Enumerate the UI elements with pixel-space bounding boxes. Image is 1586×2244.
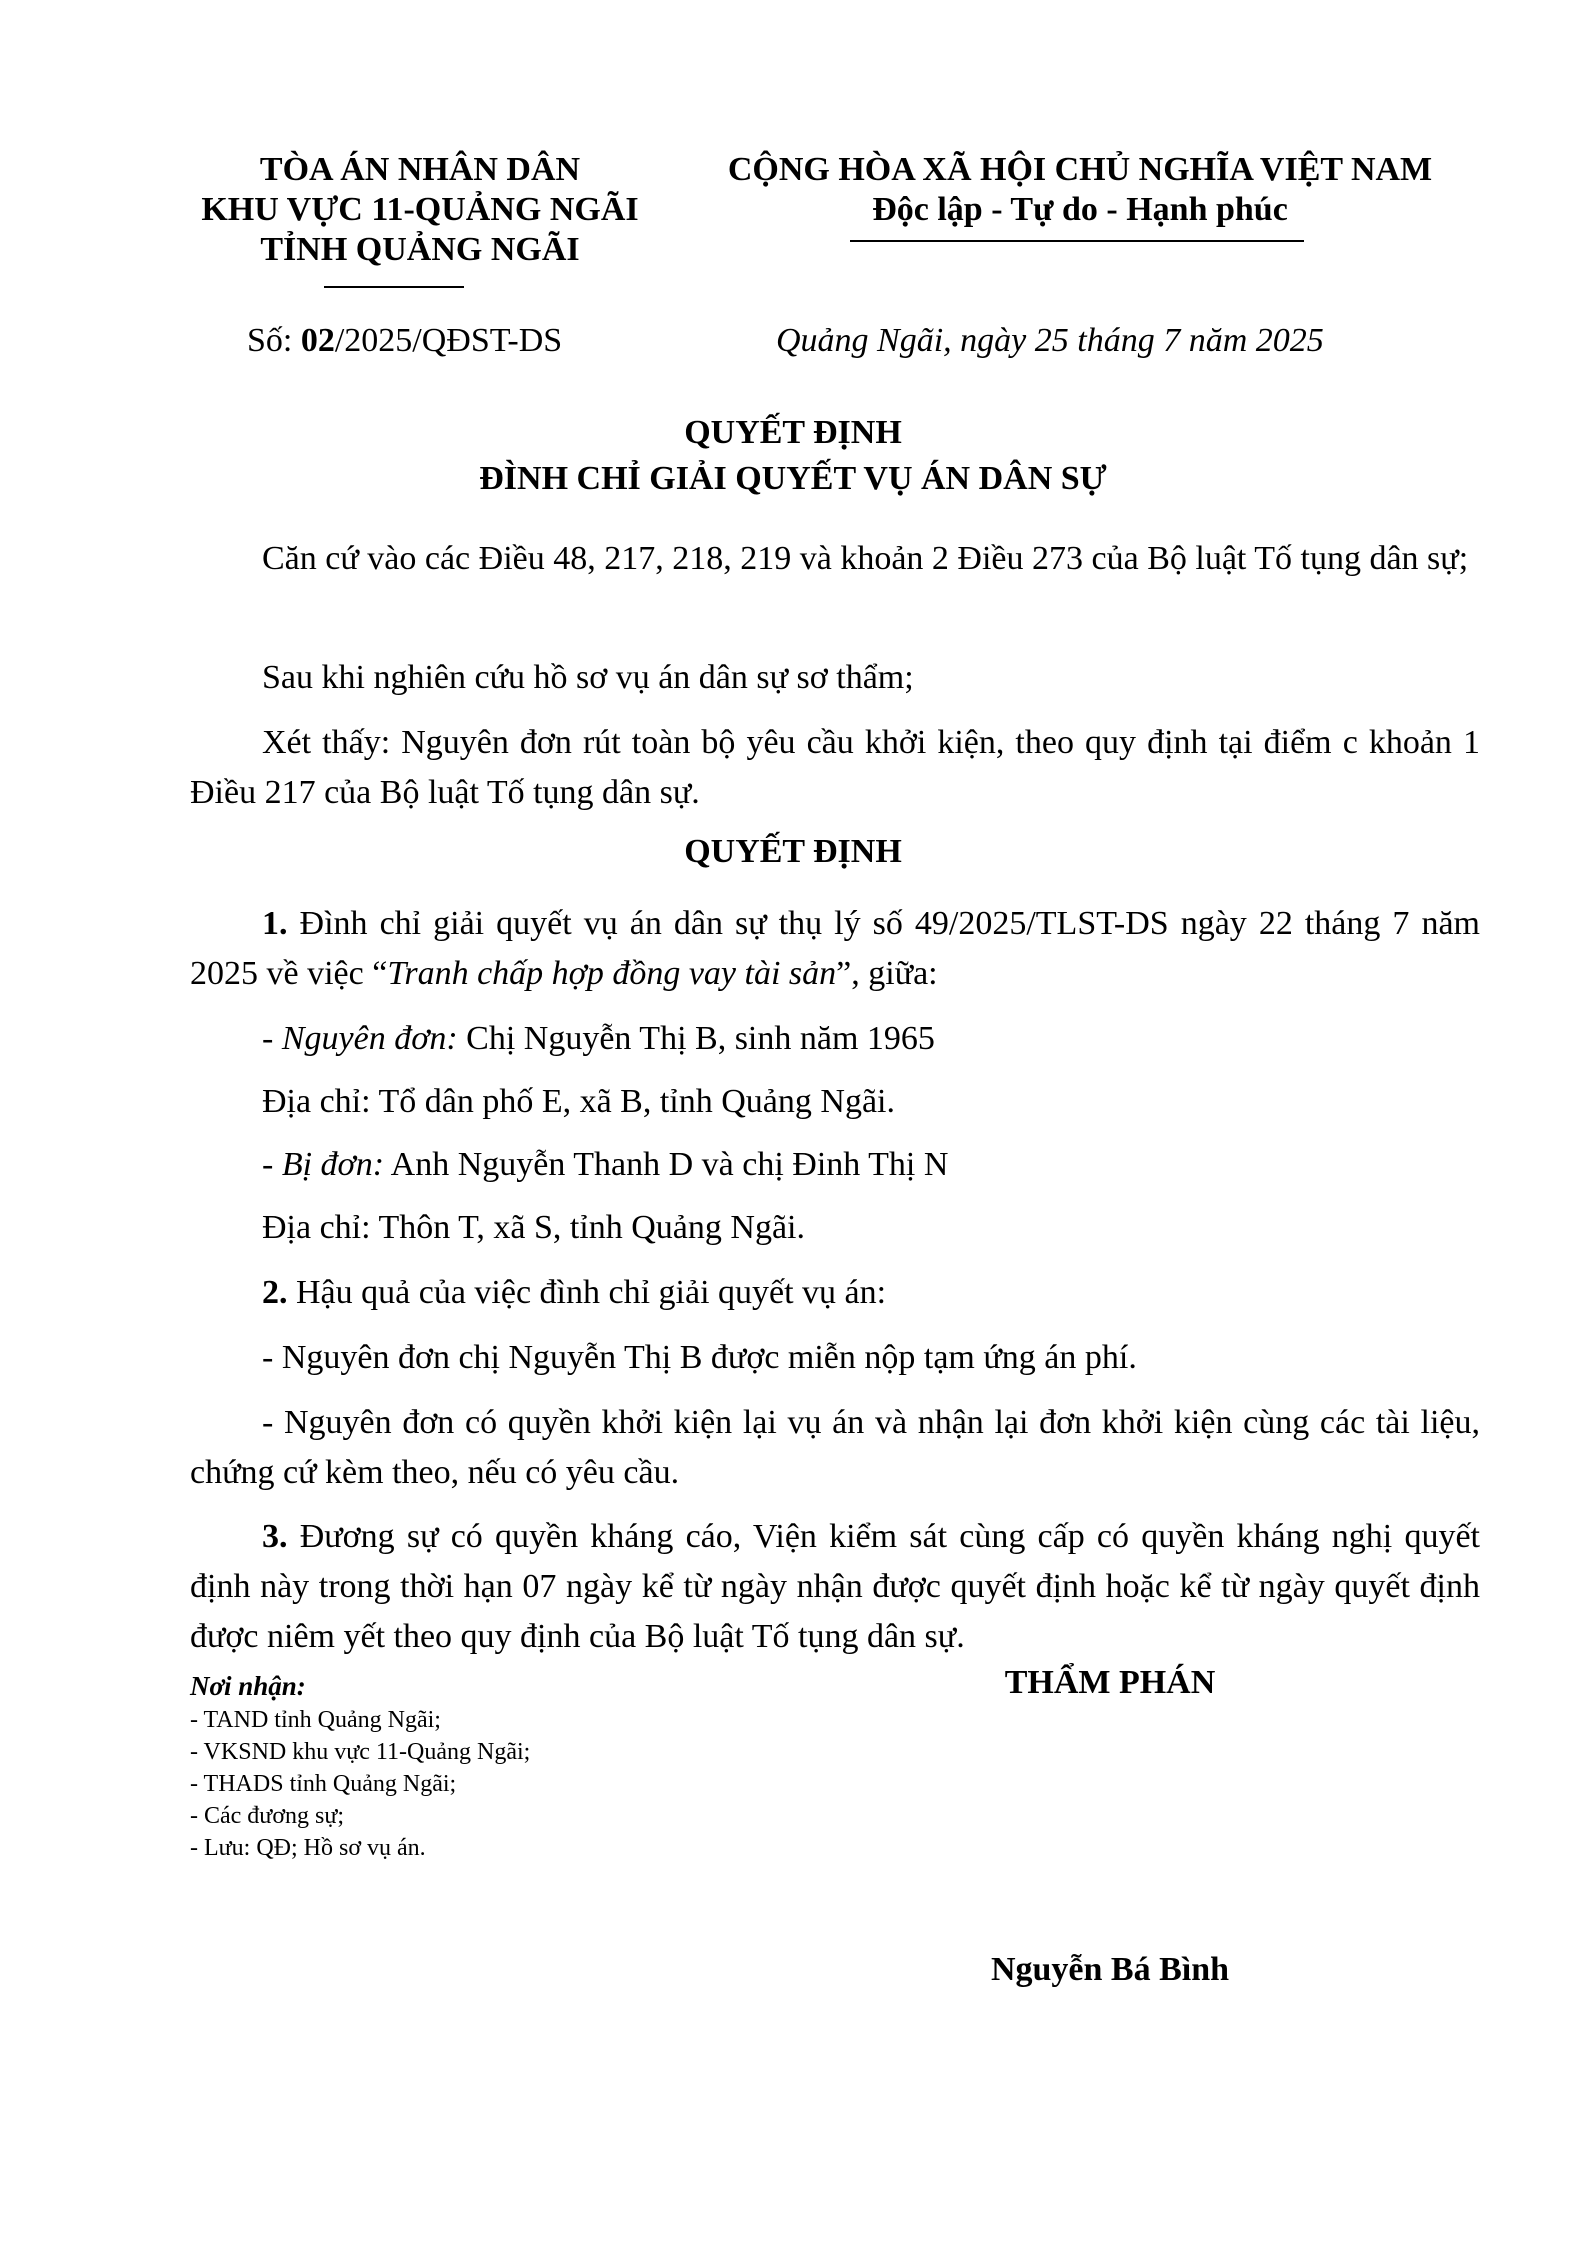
number-bold: 02: [300, 322, 335, 359]
decision-item-1: [190, 899, 1480, 999]
defendant-label: Bị đơn:: [281, 1146, 385, 1183]
recipients-heading: Nơi nhận:: [190, 1671, 306, 1701]
nation-name: CỘNG HÒA XÃ HỘI CHỦ NGHĨA VIỆT NAM: [727, 151, 1433, 188]
item-3-number: 3.: [262, 1518, 288, 1555]
decision-item-2: [262, 1268, 886, 1318]
case-name: Tranh chấp hợp đồng vay tài sản: [387, 955, 837, 992]
court-line-3: TỈNH QUẢNG NGÃI: [260, 231, 580, 268]
number-suffix: /2025/QĐST-DS: [334, 322, 563, 359]
court-name-block: [130, 150, 710, 270]
court-line-1: TÒA ÁN NHÂN DÂN: [259, 151, 581, 188]
decision-title: QUYẾT ĐỊNH: [684, 414, 902, 451]
recipient-3: - THADS tỉnh Quảng Ngãi;: [190, 1771, 457, 1797]
recipient-2: - VKSND khu vực 11-Quảng Ngãi;: [190, 1739, 531, 1765]
item-2-text: Hậu quả của việc đình chỉ giải quyết vụ án:: [287, 1274, 887, 1311]
place-date: Quảng Ngãi, ngày 25 tháng 7 năm 2025: [776, 322, 1324, 359]
decision-item-3: [190, 1512, 1480, 1662]
preamble-review: Sau khi nghiên cứu hồ sơ vụ án dân sự sơ thẩm;: [262, 659, 914, 696]
plaintiff-address: Địa chỉ: Tổ dân phố E, xã B, tỉnh Quảng Ngãi.: [262, 1083, 895, 1120]
defendant-address: Địa chỉ: Thôn T, xã S, tỉnh Quảng Ngãi.: [262, 1209, 805, 1246]
preamble-legal-basis: Căn cứ vào các Điều 48, 217, 218, 219 và khoản 2 Điều 273 của Bộ luật Tố tụng dân sự;: [262, 540, 1469, 577]
item-2-sub-1: - Nguyên đơn chị Nguyễn Thị B được miễn nộp tạm ứng án phí.: [262, 1339, 1137, 1376]
document-number: [247, 322, 562, 360]
item-1-text-end: ”, giữa:: [836, 955, 938, 992]
plaintiff-line: [262, 1014, 935, 1064]
decision-heading: QUYẾT ĐỊNH: [684, 833, 902, 870]
defendant-dash: -: [262, 1146, 282, 1183]
defendant-line: [262, 1140, 948, 1190]
plaintiff-dash: -: [262, 1020, 282, 1057]
plaintiff-label: Nguyên đơn:: [281, 1020, 458, 1057]
court-underline: [324, 286, 464, 288]
recipient-1: - TAND tỉnh Quảng Ngãi;: [190, 1707, 441, 1733]
number-prefix: Số:: [247, 322, 301, 359]
item-2-number: 2.: [262, 1274, 288, 1311]
signer-role: THẨM PHÁN: [1004, 1664, 1216, 1701]
recipient-5: - Lưu: QĐ; Hồ sơ vụ án.: [190, 1835, 426, 1861]
nation-motto-block: [700, 150, 1460, 230]
decision-subtitle: ĐÌNH CHỈ GIẢI QUYẾT VỤ ÁN DÂN SỰ: [479, 460, 1107, 497]
recipient-4: - Các đương sự;: [190, 1803, 345, 1829]
defendant-value: Anh Nguyễn Thanh D và chị Đinh Thị N: [384, 1146, 949, 1183]
nation-motto: Độc lập - Tự do - Hạnh phúc: [872, 191, 1288, 228]
signer-name: Nguyễn Bá Bình: [990, 1951, 1230, 1988]
court-line-2: KHU VỰC 11-QUẢNG NGÃI: [201, 191, 639, 228]
plaintiff-value: Chị Nguyễn Thị B, sinh năm 1965: [457, 1020, 935, 1057]
item-1-text: Đình chỉ giải quyết vụ án dân sự thụ lý số 49/2025/TLST-DS ngày 22 tháng 7 năm 2025 về việc “: [190, 905, 1480, 992]
item-2-sub-2: - Nguyên đơn có quyền khởi kiện lại vụ án và nhận lại đơn khởi kiện cùng các tài liệu, chứng cứ kèm theo, nếu có yêu cầu.: [190, 1404, 1480, 1491]
item-1-number: 1.: [262, 905, 288, 942]
motto-underline: [850, 240, 1304, 242]
preamble-finding: Xét thấy: Nguyên đơn rút toàn bộ yêu cầu khởi kiện, theo quy định tại điểm c khoản 1 Điều 217 của Bộ luật Tố tụng dân sự.: [190, 724, 1480, 811]
item-3-text: Đương sự có quyền kháng cáo, Viện kiểm sát cùng cấp có quyền kháng nghị quyết định này trong thời hạn 07 ngày kể từ ngày nhận được quyết định hoặc kể từ ngày quyết định được niêm yết theo quy định của Bộ luật Tố tụng dân sự.: [190, 1518, 1480, 1655]
